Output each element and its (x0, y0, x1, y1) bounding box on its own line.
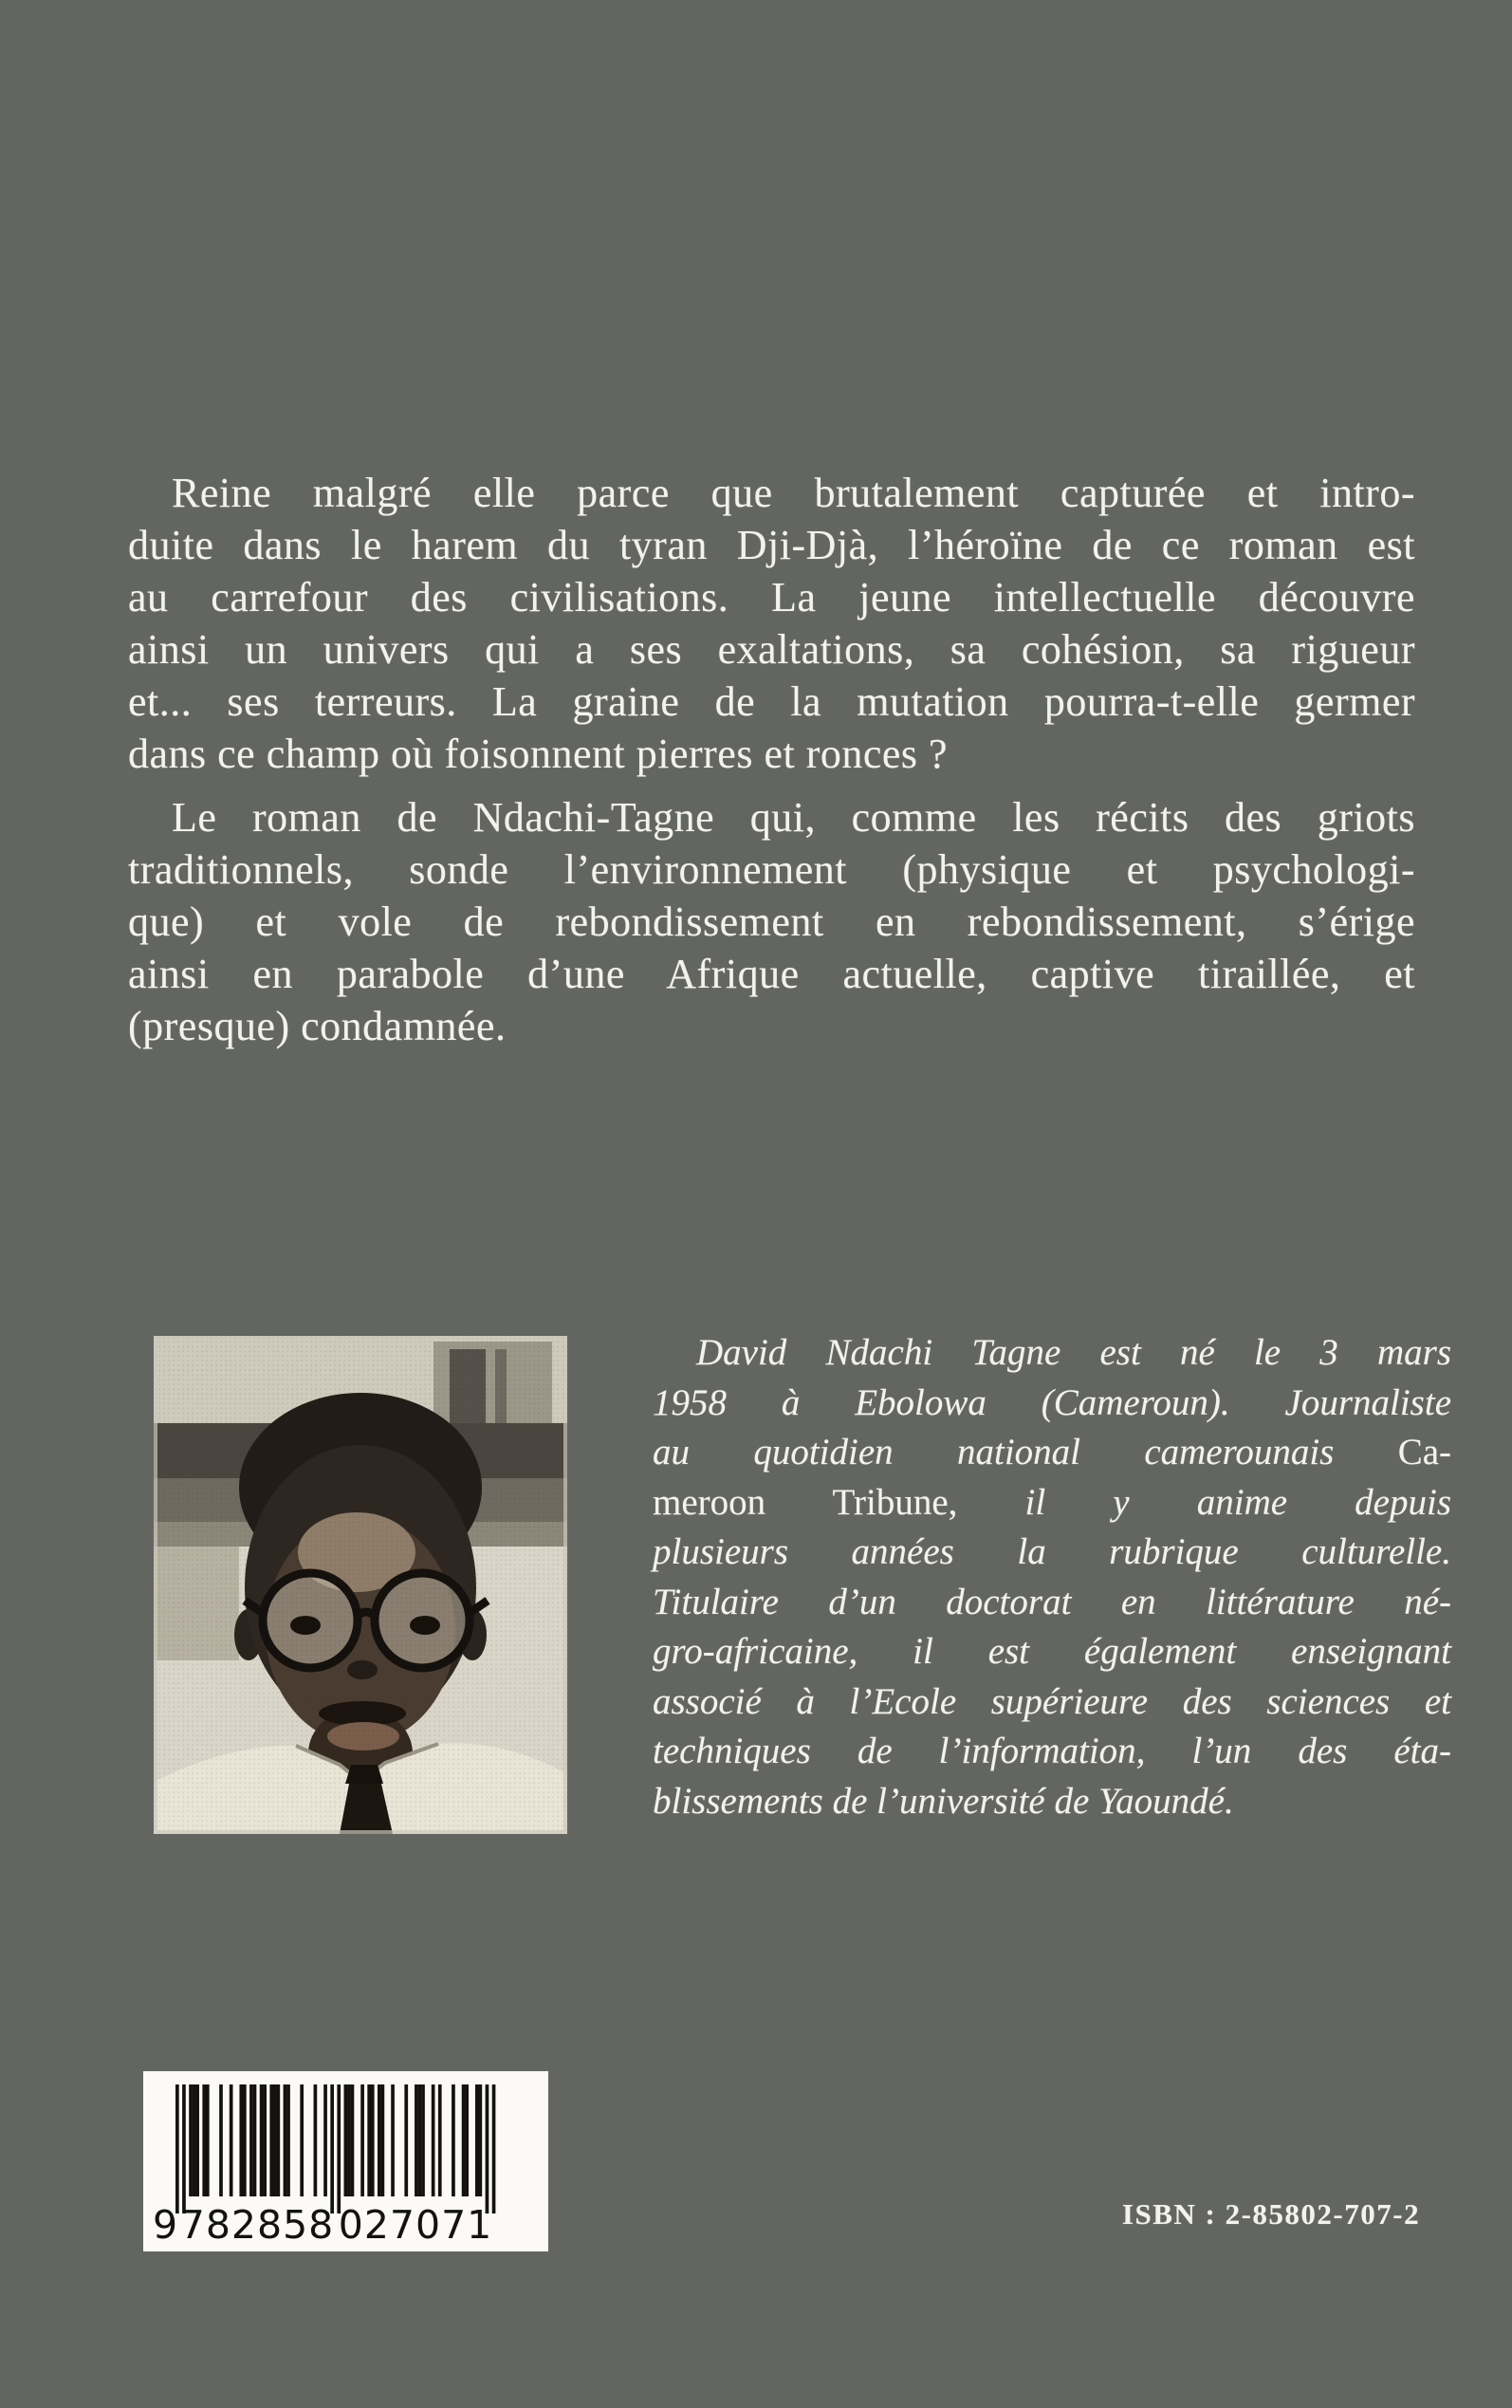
text-line: David Ndachi Tagne est né le 3 mars (696, 1332, 1451, 1373)
journal-name-part: Ca- (1397, 1432, 1451, 1473)
text-line: et... ses terreurs. La graine de la mutation pourra-t-elle germer (128, 678, 1415, 725)
synopsis (128, 467, 1415, 1052)
text-line: dans ce champ où foisonnent pierres et ronces ? (128, 731, 949, 777)
text-line: ainsi un univers qui a ses exaltations, sa cohésion, sa rigueur (128, 626, 1415, 673)
text-line: duite dans le harem du tyran Dji-Djà, l’héroïne de ce roman est (128, 522, 1415, 568)
barcode-digit-first: 9 (153, 2202, 179, 2248)
barcode-digits-right: 027071 (338, 2202, 493, 2248)
text-line: blissements de l’université de Yaoundé. (653, 1780, 1234, 1822)
text-line: meroon Tribune, il y anime depuis (653, 1481, 1451, 1523)
text-line: Titulaire d’un doctorat en littérature né- (653, 1581, 1451, 1622)
text-line: (presque) condamnée. (128, 1003, 507, 1049)
author-section (154, 1328, 1451, 1841)
synopsis-paragraph-1 (128, 467, 1415, 780)
journal-name-part: meroon Tribune, (653, 1481, 1025, 1523)
text-line: ainsi en parabole d’une Afrique actuelle, captive tiraillée, et (128, 951, 1415, 997)
text-line: Reine malgré elle parce que brutalement capturée et intro- (172, 470, 1415, 516)
isbn-text: ISBN : 2-85802-707-2 (1121, 2197, 1421, 2231)
text-line: techniques de l’information, l’un des éta- (653, 1731, 1451, 1771)
barcode (143, 2071, 548, 2251)
synopsis-paragraph-2 (128, 791, 1415, 1052)
author-photo (154, 1336, 567, 1834)
text-line: au quotidien national camerounais Ca- (653, 1432, 1451, 1473)
text-line: Le roman de Ndachi-Tagne qui, comme les récits des griots (172, 794, 1415, 841)
barcode-digits-left: 782858 (179, 2202, 335, 2248)
text-line: 1958 à Ebolowa (Cameroun). Journaliste (653, 1381, 1451, 1423)
author-bio (653, 1328, 1451, 1826)
text-line: gro-africaine, il est également enseignant (653, 1631, 1451, 1672)
text-line: au carrefour des civilisations. La jeune intellectuelle découvre (128, 574, 1415, 621)
text-line: associé à l’Ecole supérieure des sciences et (653, 1680, 1451, 1722)
text-line: que) et vole de rebondissement en rebondissement, s’érige (128, 898, 1415, 945)
text-line: traditionnels, sonde l’environnement (physique et psychologi- (128, 846, 1415, 893)
text-line: plusieurs années la rubrique culturelle. (653, 1531, 1451, 1572)
